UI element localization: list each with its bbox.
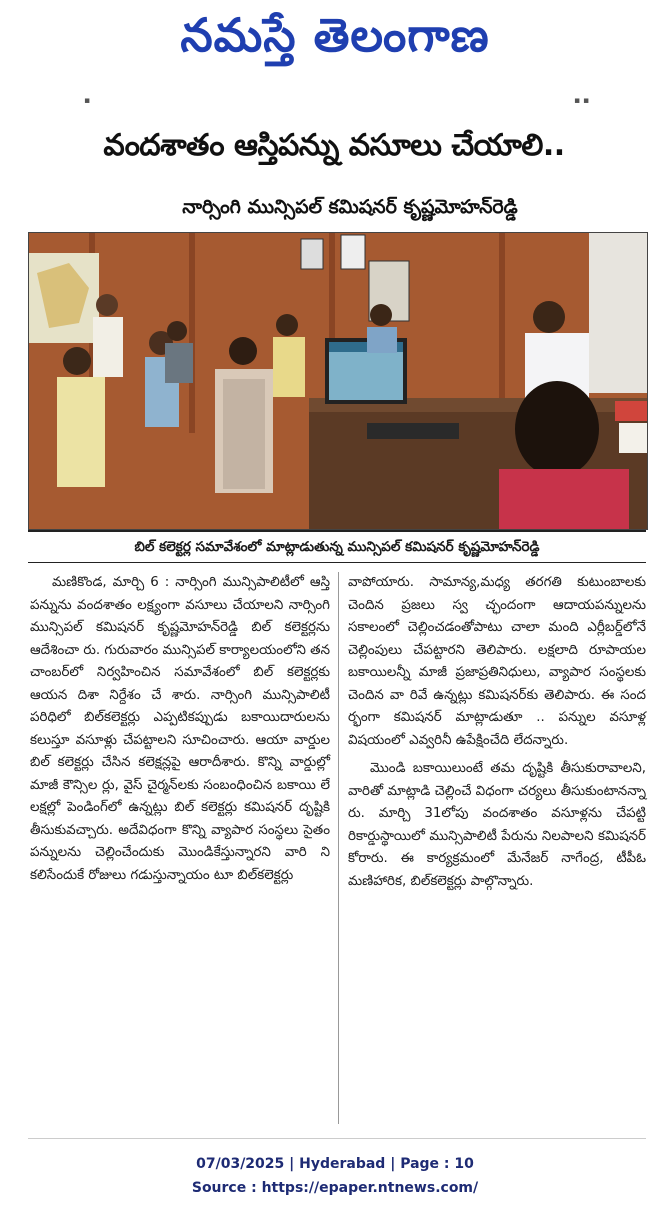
article-headline: వందశాతం ఆస్తిపన్ను వసూలు చేయాలి.. xyxy=(103,128,565,163)
footer-edition-line: 07/03/2025 | Hyderabad | Page : 10 xyxy=(196,1156,474,1172)
footer-source-line: Source : https://epaper.ntnews.com/ xyxy=(191,1180,479,1196)
masthead xyxy=(0,0,670,95)
article-paragraph: మొండి బకాయిలుంటే తమ దృష్టికి తీసుకురావాలని, వారితో మాట్లాడి చెల్లించే విధంగా చర్యలు తీసుకుంటానన్నా రు. మార్చి 31లోపు వందశాతం వసూళ్లను చేపట్టి రికార్డుస్థాయిలో మున్సిపాలిటీ పేరును నిలపాలని కమిషనర్ కోరారు. ఈ కార్యక్రమంలో మేనేజర్ నాగేంద్ర, టీపీఓ మణిహారిక, బిల్‌కలెక్టర్లు పాల్గొన్నారు. xyxy=(348,761,647,889)
meeting-photo-illustration xyxy=(29,233,647,529)
article-subheadline: నార్సింగి మున్సిపల్ కమిషనర్ కృష్ణమోహన్‌రెడ్డి xyxy=(182,196,518,218)
masthead-mark-left: ▪ xyxy=(84,96,91,106)
masthead-mark-right: ▪ ▪ xyxy=(574,96,590,106)
article-photo xyxy=(28,232,648,530)
column-divider xyxy=(338,572,339,1124)
article-column-left xyxy=(30,572,330,887)
article-paragraph: మణికొండ, మార్చి 6 : నార్సింగి మున్సిపాలిటీలో ఆస్తి పన్నును వందశాతం లక్ష్యంగా వసూలు చేయాలని నార్సింగి మున్సిపల్ కమిషనర్ కృష్ణమోహన్‌రెడ్డి బిల్ కలెక్టర్లను ఆదేశించా రు. గురువారం మున్సిపల్ కార్యాలయంలోని తన చాంబర్‌లో నిర్వహించిన సమావేశంలో బిల్ కలెక్టర్లకు ఆయన దిశా నిర్దేశం చే శారు. నార్సింగి మున్సిపాలిటీ పరిధిలో బిల్‌కలెక్టర్లు ఎప్పటికప్పుడు బకాయిదారులను కలుస్తూ వసూళ్లు చేపట్టాలని సూచించారు. ఆయా వార్డుల బిల్ కలెక్టర్లు చేసిన కలెక్షన్లపై ఆరాదీశారు. కొన్ని వార్డుల్లో మాజీ కౌన్సిల ర్లు, వైస్ చైర్మన్‌లకు సంబంధించిన బకాయి లే లక్షల్లో పెండింగ్‌లో ఉన్నట్లు బిల్ కలెక్టర్లు కమిషనర్ దృష్టికి తీసుకువచ్చారు. అదేవిధంగా కొన్ని వ్యాపార సంస్థలు సైతం పన్నులను చెల్లించేందుకు మొండికేస్తున్నారని వారి ని కలిసేందుకే రోజులు గడుస్తున్నాయం టూ బిల్‌కలెక్టర్లు xyxy=(30,575,330,883)
photo-caption: బిల్ కలెక్టర్ల సమావేశంలో మాట్లాడుతున్న మున్సిపల్ కమిషనర్ కృష్ణమోహన్‌రెడ్డి xyxy=(28,530,646,563)
footer-divider xyxy=(28,1138,646,1139)
masthead-logo: నమస్తే తెలంగాణ xyxy=(180,8,490,62)
article-paragraph: వాపోయారు. సామాన్య,మధ్య తరగతి కుటుంబాలకు చెందిన ప్రజలు స్వ చ్ఛందంగా ఆదాయపన్నులను సకాలంలో చెల్లించడంతోపాటు చాలా మంది ఎర్లీబర్డ్‌లోనే చెల్లింపులు చేపట్టారని తెలిపారు. లక్షలాది రూపాయల బకాయిలన్నీ మాజీ ప్రజాప్రతినిధులు, వ్యాపార సంస్థలకు చెందిన వా రివే ఉన్నట్లు కమిషనర్‌కు తెలిపారు. ఈ సంద ర్భంగా కమిషనర్ మాట్లాడుతూ .. పన్నుల వసూళ్ల విషయంలో ఎవ్వరినీ ఉపేక్షించేది లేదన్నారు. xyxy=(348,575,646,748)
article-column-right xyxy=(348,572,646,893)
